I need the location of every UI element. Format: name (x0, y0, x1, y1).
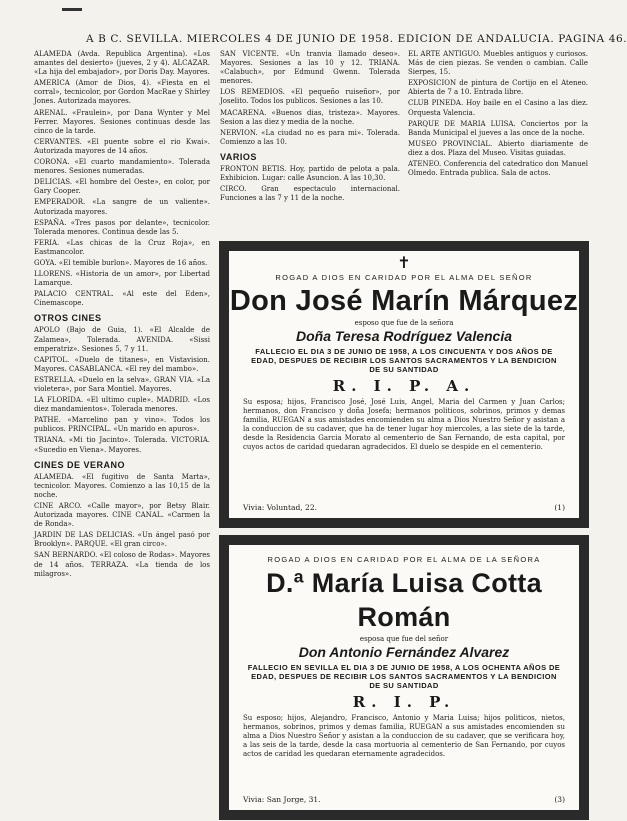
relation-line: esposo que fue de la señora (354, 319, 454, 327)
top-rule (62, 8, 82, 11)
notice-footer (243, 503, 565, 512)
listing-paragraph: NERVION. «La ciudad no es para mi». Tolerada. Comienzo a las 10. (220, 128, 400, 146)
notice-content (229, 545, 579, 810)
listing-paragraph: CINE ARCO. «Calle mayor», por Betsy Blair. Autorizada mayores. CINE CANAL. «Carmen la de Ronda». (34, 501, 210, 529)
listing-paragraph: ATENEO. Conferencia del catedratico don Manuel Olmedo. Entrada publica. Sala de actos. (408, 160, 588, 178)
section-heading: CINES DE VERANO (34, 459, 126, 470)
notice-body: Su esposa; hijos, Francisco José, José Luis, Angel, Maria del Carmen y Juan Carlos; hermanos, don Francisco y doña Josefa; hermanos politicos, sobrinos, primos y demas familia, RUEGAN a sus amistades encomienden su alma a Dios Nuestro Señor y asistan a la conduccion de su cadaver, que ha de tener lugar hoy miercoles, a las siete de la tarde, desde la Residencia Garcia Morato al cementerio de San Fernando, de esta capital, por cuyos actos de caridad quedaran agradecidos. El duelo se despide en el cementerio. (243, 398, 565, 451)
obituary-notice-cotta (219, 535, 589, 820)
listing-paragraph: MUSEO PROVINCIAL. Abierto diariamente de diez a dos. Plaza del Museo. Visitas guiadas. (408, 139, 588, 157)
listing-paragraph: CLUB PINEDA. Hoy baile en el Casino a las diez. Orquesta Valencia. (408, 99, 588, 117)
listing-paragraph: ARENAL. «Fraulein», por Dana Wynter y Mel Ferrer. Mayores. Sesiones continuas desde las cinco de la tarde. (34, 108, 210, 135)
rip-mark: R. I. P. (352, 693, 456, 711)
listing-paragraph: ESTRELLA. «Duelo en la selva». GRAN VIA. «La violetera», por Sara Montiel. Mayores. (34, 375, 210, 393)
death-statement: FALLECIO EN SEVILLA EL DIA 3 DE JUNIO DE 1958, A LOS OCHENTA AÑOS DE EDAD, DESPUES DE RECIBIR LOS SANTOS SACRAMENTOS Y LA BENDICION DE SU SANTIDAD (247, 663, 561, 690)
listing-paragraph: AMERICA (Amor de Dios, 4). «Fiesta en el corral», tecnicolor, por Gordon MacRae y Shirley Jones. Autorizada mayores. (34, 79, 210, 106)
listing-paragraph: EL ARTE ANTIGUO. Muebles antiguos y curiosos. Más de cien piezas. Se venden o cambian. Calle Sierpes, 15. (408, 50, 588, 77)
residence: Vivia: San Jorge, 31. (243, 795, 321, 804)
listing-paragraph: FERIA. «Las chicas de la Cruz Roja», en Eastmancolor. (34, 238, 210, 256)
column-right (408, 50, 588, 233)
column-left (34, 50, 210, 821)
deceased-name: D.ª María Luisa Cotta Román (266, 568, 542, 632)
listing-paragraph: ESPAÑA. «Tres pasos por delante», tecnicolor. Tolerada menores. Continua desde las 5. (34, 218, 210, 236)
listing-paragraph: CIRCO. Gran espectaculo internacional. Funciones a las 7 y 11 de la noche. (220, 185, 400, 203)
listing-paragraph: PARQUE DE MARIA LUISA. Conciertos por la Banda Municipal el jueves a las once de la noche. (408, 119, 588, 137)
listing-paragraph: APOLO (Bajo de Guia, 1). «El Alcalde de Zalamea», Tolerada. AVENIDA. «Sissi emperatriz». Sesiones 5, 7 y 11. (34, 326, 210, 353)
listing-paragraph: CAPITOL. «Duelo de titanes», en Vistavision. Mayores. CASABLANCA. «El rey del mambo». (34, 355, 210, 373)
listing-paragraph: EXPOSICION de pintura de Cortijo en el Ateneo. Abierta de 7 a 10. Entrada libre. (408, 79, 588, 97)
listing-paragraph: ALAMEDA. «El fugitivo de Santa Marta», tecnicolor. Mayores. Comienzo a las 10,15 de la noche. (34, 472, 210, 499)
listing-paragraph: LA FLORIDA. «El ultimo cuple». MADRID. «Los diez mandamientos». Tolerada menores. (34, 396, 210, 414)
listing-paragraph: GOYA. «El temible burlon». Mayores de 16 años. (34, 258, 208, 267)
spouse-name: Doña Teresa Rodríguez Valencia (295, 328, 513, 344)
listing-paragraph: LOS REMEDIOS. «El pequeño ruiseñor», por Joselito. Todos los publicos. Sesiones a las 10. (220, 88, 400, 106)
notice-content (229, 251, 579, 518)
listing-paragraph: MACARENA. «Buenos dias, tristeza». Mayores. Sesion a las diez y media de la noche. (220, 108, 400, 126)
listing-paragraph: FRONTON BETIS. Hoy, partido de pelota a pala. Exhibicion. Lugar: calle Asuncion. A las 10,30. (220, 164, 400, 183)
section-heading: OTROS CINES (34, 313, 102, 324)
listing-paragraph: CERVANTES. «El puente sobre el rio Kwai». Autorizada mayores de 14 años. (34, 137, 210, 155)
section-heading: VARIOS (220, 151, 257, 162)
notice-prayer: ROGAD A DIOS EN CARIDAD POR EL ALMA DEL SEÑOR (275, 273, 533, 282)
residence: Vivia: Voluntad, 22. (243, 503, 317, 512)
listing-paragraph: CORONA. «El cuarto mandamiento». Tolerada menores. Sesiones numeradas. (34, 158, 210, 176)
rip-mark: R. I. P. A. (332, 377, 476, 395)
spouse-name: Don Antonio Fernández Alvarez (298, 644, 510, 660)
notice-number: (1) (554, 503, 565, 512)
listing-paragraph: JARDIN DE LAS DELICIAS. «Un ángel pasó por Brooklyn». PARQUE. «El gran circo». (34, 531, 210, 549)
page-header: A B C. SEVILLA. MIERCOLES 4 DE JUNIO DE 1958. EDICION DE ANDALUCIA. PAGINA 46. (86, 33, 627, 45)
notice-body: Su esposo; hijos, Alejandro, Francisco, Antonio y Maria Luisa; hijos politicos, nietos, hermanos, sobrinos, primos y demas familia, RUEGAN a sus amistades encomienden su alma a Dios Nuestro Señor y asistan a la conduccion de su cadaver, que se verificara hoy, a las seis de la tarde, desde la casa mortuoria al cementerio de San Fernando, por cuyos actos de caridad les quedaran eternamente agradecidos. (243, 714, 565, 758)
listing-paragraph: SAN VICENTE. «Un tranvia llamado deseo». Mayores. Sesiones a las 10 y 12. TRIANA. «Calabuch», por Edmund Gwenn. Tolerada menores. (220, 50, 400, 86)
column-middle (220, 50, 400, 233)
listing-paragraph: SAN BERNARDO. «El coloso de Rodas». Mayores de 14 años. TERRAZA. «La tienda de los milagros». (34, 551, 210, 578)
obituary-notice-marin (219, 241, 589, 528)
listing-paragraph: TRIANA. «Mi tio Jacinto». Tolerada. VICTORIA. «Sucedio en Viena». Mayores. (34, 436, 210, 454)
listing-paragraph: PATHE. «Marcelino pan y vino». Todos los publicos. PRINCIPAL. «Un marido en apuros». (34, 416, 210, 434)
notice-prayer: ROGAD A DIOS EN CARIDAD POR EL ALMA DE LA SEÑORA (267, 555, 541, 564)
cross-icon: ✝ (397, 253, 411, 272)
listing-paragraph: ALAMEDA (Avda. Republica Argentina). «Los amantes del desierto» (jueves, 2 y 4). ALCAZAR. «La hija del embajador», por Doris Day. Mayores. (34, 50, 210, 77)
relation-line: esposa que fue del señor (359, 635, 449, 643)
listing-paragraph: DELICIAS. «El hombre del Oeste», en color, por Gary Cooper. (34, 178, 210, 196)
deceased-name: Don José Marín Márquez (229, 285, 579, 317)
listing-paragraph: PALACIO CENTRAL. «Al este del Eden», Cinemascope. (34, 290, 210, 308)
notice-footer (243, 795, 565, 804)
death-statement: FALLECIO EL DIA 3 DE JUNIO DE 1958, A LOS CINCUENTA Y DOS AÑOS DE EDAD, DESPUES DE RECIBIR LOS SANTOS SACRAMENTOS Y LA BENDICION DE SU SANTIDAD (251, 347, 557, 374)
listing-paragraph: LLORENS. «Historia de un amor», por Libertad Lamarque. (34, 270, 210, 288)
notice-number: (3) (554, 795, 565, 804)
listing-paragraph: EMPERADOR. «La sangre de un valiente». Autorizada mayores. (34, 198, 210, 216)
